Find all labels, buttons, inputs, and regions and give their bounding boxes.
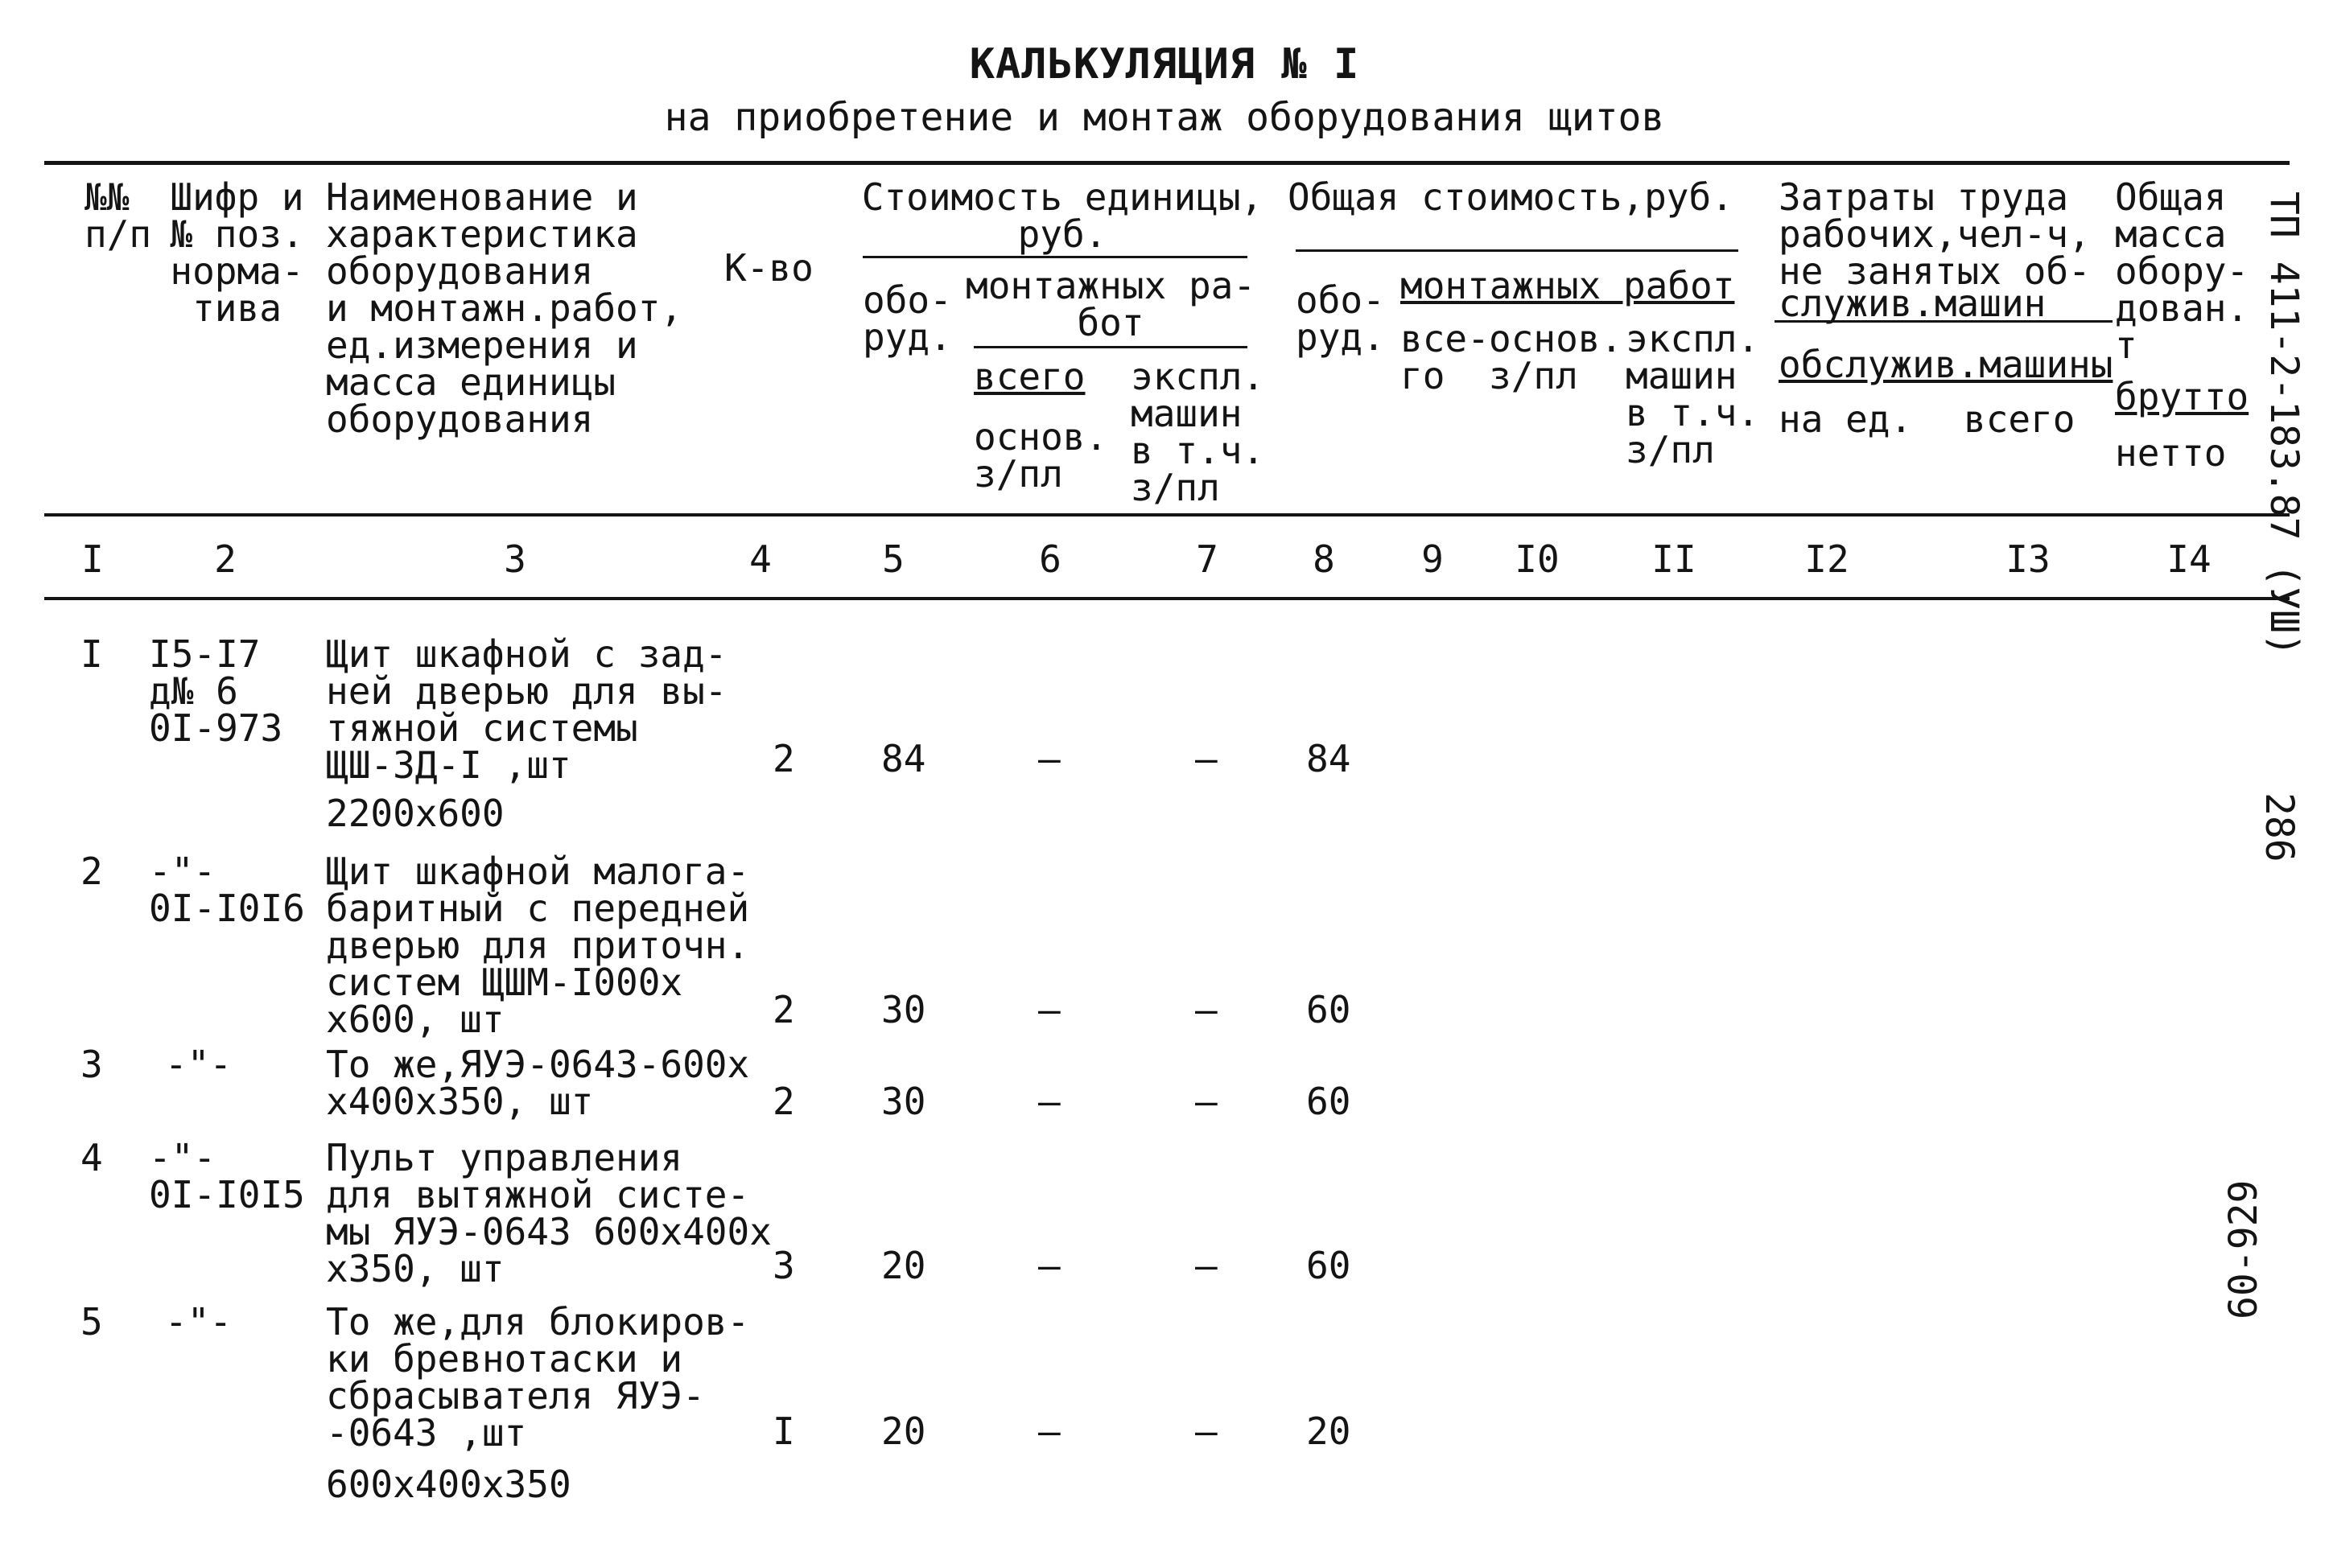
row-extra: 600х400х350 <box>326 1463 571 1506</box>
row-unit-equip: 20 <box>881 1244 926 1287</box>
table-top-rule <box>44 161 2290 165</box>
total-cost-rule <box>1296 249 1738 252</box>
row-code: -"- 0I-I0I6 <box>149 850 305 930</box>
row-qty: 2 <box>773 988 795 1031</box>
row-code: I5-I7 д№ 6 0I-973 <box>149 632 283 750</box>
row-number: 2 <box>80 850 103 893</box>
row-unit-equip: 30 <box>881 988 926 1031</box>
row-qty: 2 <box>773 1080 795 1123</box>
row-code: -"- 0I-I0I5 <box>149 1136 305 1216</box>
header-col-2: Шифр и № поз. норма- тива <box>170 175 304 330</box>
header-bottom-rule <box>44 513 2290 516</box>
col-num: I4 <box>2166 537 2212 581</box>
row-name: Пульт управления для вытяжной систе- мы ЯУЭ-0643 600х400х х350, шт <box>326 1136 772 1290</box>
header-labor-line4: служив.машин <box>1779 282 2047 325</box>
header-col-9: все- го <box>1400 317 1490 397</box>
col-num: 8 <box>1313 537 1335 581</box>
row-unit-machine: – <box>1195 737 1218 780</box>
side-page-number: 286 <box>2257 792 2302 862</box>
header-col-5: обо- руд. <box>863 278 952 359</box>
unit-cost-rule <box>863 256 1247 258</box>
col-num: 6 <box>1039 537 1061 581</box>
row-unit-montage: – <box>1038 1244 1061 1287</box>
row-extra: 2200х600 <box>326 792 505 835</box>
header-unit-montage: монтажных ра- бот <box>966 264 1256 344</box>
col-num: 9 <box>1421 537 1444 581</box>
header-total-montage: монтажных работ <box>1400 264 1735 307</box>
row-unit-equip: 84 <box>881 737 926 780</box>
row-total-equip: 20 <box>1306 1410 1351 1453</box>
montage-rule <box>974 346 1247 348</box>
row-unit-montage: – <box>1038 737 1061 780</box>
document-subtitle: на приобретение и монтаж оборудования щитов <box>664 95 1665 140</box>
header-unit-cost: Стоимость единицы, руб. <box>861 175 1263 256</box>
header-col-6-bottom: основ. з/пл <box>974 415 1108 496</box>
row-unit-machine: – <box>1195 1244 1218 1287</box>
header-col-4: К-во <box>724 246 814 290</box>
col-num: 7 <box>1196 537 1218 581</box>
row-qty: 3 <box>773 1244 795 1287</box>
col-num: 2 <box>214 537 237 581</box>
row-unit-equip: 20 <box>881 1410 926 1453</box>
side-reference: 60-929 <box>2221 1179 2266 1319</box>
header-col-1: №№ п/п <box>85 175 152 256</box>
row-code: -"- <box>165 1300 233 1344</box>
row-name: Щит шкафной с зад- ней дверью для вы- тяжной системы ЩШ-ЗД-I ,шт <box>326 632 728 787</box>
row-name: То же,ЯУЭ-0643-600х х400х350, шт <box>326 1043 750 1123</box>
header-mass: Общая масса обору- дован. т <box>2115 175 2249 367</box>
row-name: То же,для блокиров- ки бревнотаски и сбрасывателя ЯУЭ- -0643 ,шт <box>326 1300 750 1455</box>
header-col-14-bottom: нетто <box>2115 431 2227 475</box>
row-unit-montage: – <box>1038 1080 1061 1123</box>
header-col-3: Наименование и характеристика оборудования и монтажн.работ, ед.измерения и масса единицы оборудования <box>326 175 683 441</box>
row-number: 5 <box>80 1300 103 1344</box>
document-title: КАЛЬКУЛЯЦИЯ № I <box>969 40 1360 88</box>
header-col-7: экспл. машин в т.ч. з/пл <box>1131 355 1265 509</box>
row-number: I <box>80 632 103 676</box>
row-unit-equip: 30 <box>881 1080 926 1123</box>
col-num: 3 <box>504 537 526 581</box>
header-col-14-top: брутто <box>2115 375 2249 418</box>
row-qty: I <box>773 1410 795 1453</box>
col-num: I0 <box>1515 537 1560 581</box>
row-code: -"- <box>165 1043 233 1086</box>
row-number: 4 <box>80 1136 103 1179</box>
row-number: 3 <box>80 1043 103 1086</box>
header-col-11: экспл. машин в т.ч. з/пл <box>1626 317 1760 471</box>
header-total-cost: Общая стоимость,руб. <box>1288 175 1733 219</box>
row-name: Щит шкафной малога- баритный с передней дверью для приточн. систем ЩШМ-I000х х600, шт <box>326 850 750 1041</box>
row-total-equip: 60 <box>1306 1080 1351 1123</box>
col-num: 4 <box>749 537 772 581</box>
col-num: I <box>81 537 104 581</box>
colnum-bottom-rule <box>44 597 2290 600</box>
col-num: II <box>1651 537 1696 581</box>
header-labor-line5: обслужив.машины <box>1779 343 2113 386</box>
row-unit-machine: – <box>1195 988 1218 1031</box>
row-total-equip: 60 <box>1306 988 1351 1031</box>
header-col-13: всего <box>1964 397 2075 441</box>
row-unit-machine: – <box>1195 1080 1218 1123</box>
row-total-equip: 60 <box>1306 1244 1351 1287</box>
row-unit-montage: – <box>1038 988 1061 1031</box>
col-num: I3 <box>2005 537 2051 581</box>
row-unit-montage: – <box>1038 1410 1061 1453</box>
header-col-8: обо- руд. <box>1296 278 1385 359</box>
row-unit-machine: – <box>1195 1410 1218 1453</box>
header-col-12: на ед. <box>1779 397 1913 441</box>
side-doc-code: ТП 411-2-183.87 (УШ) <box>2261 191 2306 656</box>
col-num: 5 <box>882 537 905 581</box>
row-total-equip: 84 <box>1306 737 1351 780</box>
header-col-6-top: всего <box>974 355 1086 398</box>
header-col-10: основ. з/пл <box>1489 317 1623 397</box>
col-num: I2 <box>1804 537 1849 581</box>
header-labor: Затраты труда рабочих,чел-ч, не занятых об- <box>1779 175 2091 293</box>
row-qty: 2 <box>773 737 795 780</box>
